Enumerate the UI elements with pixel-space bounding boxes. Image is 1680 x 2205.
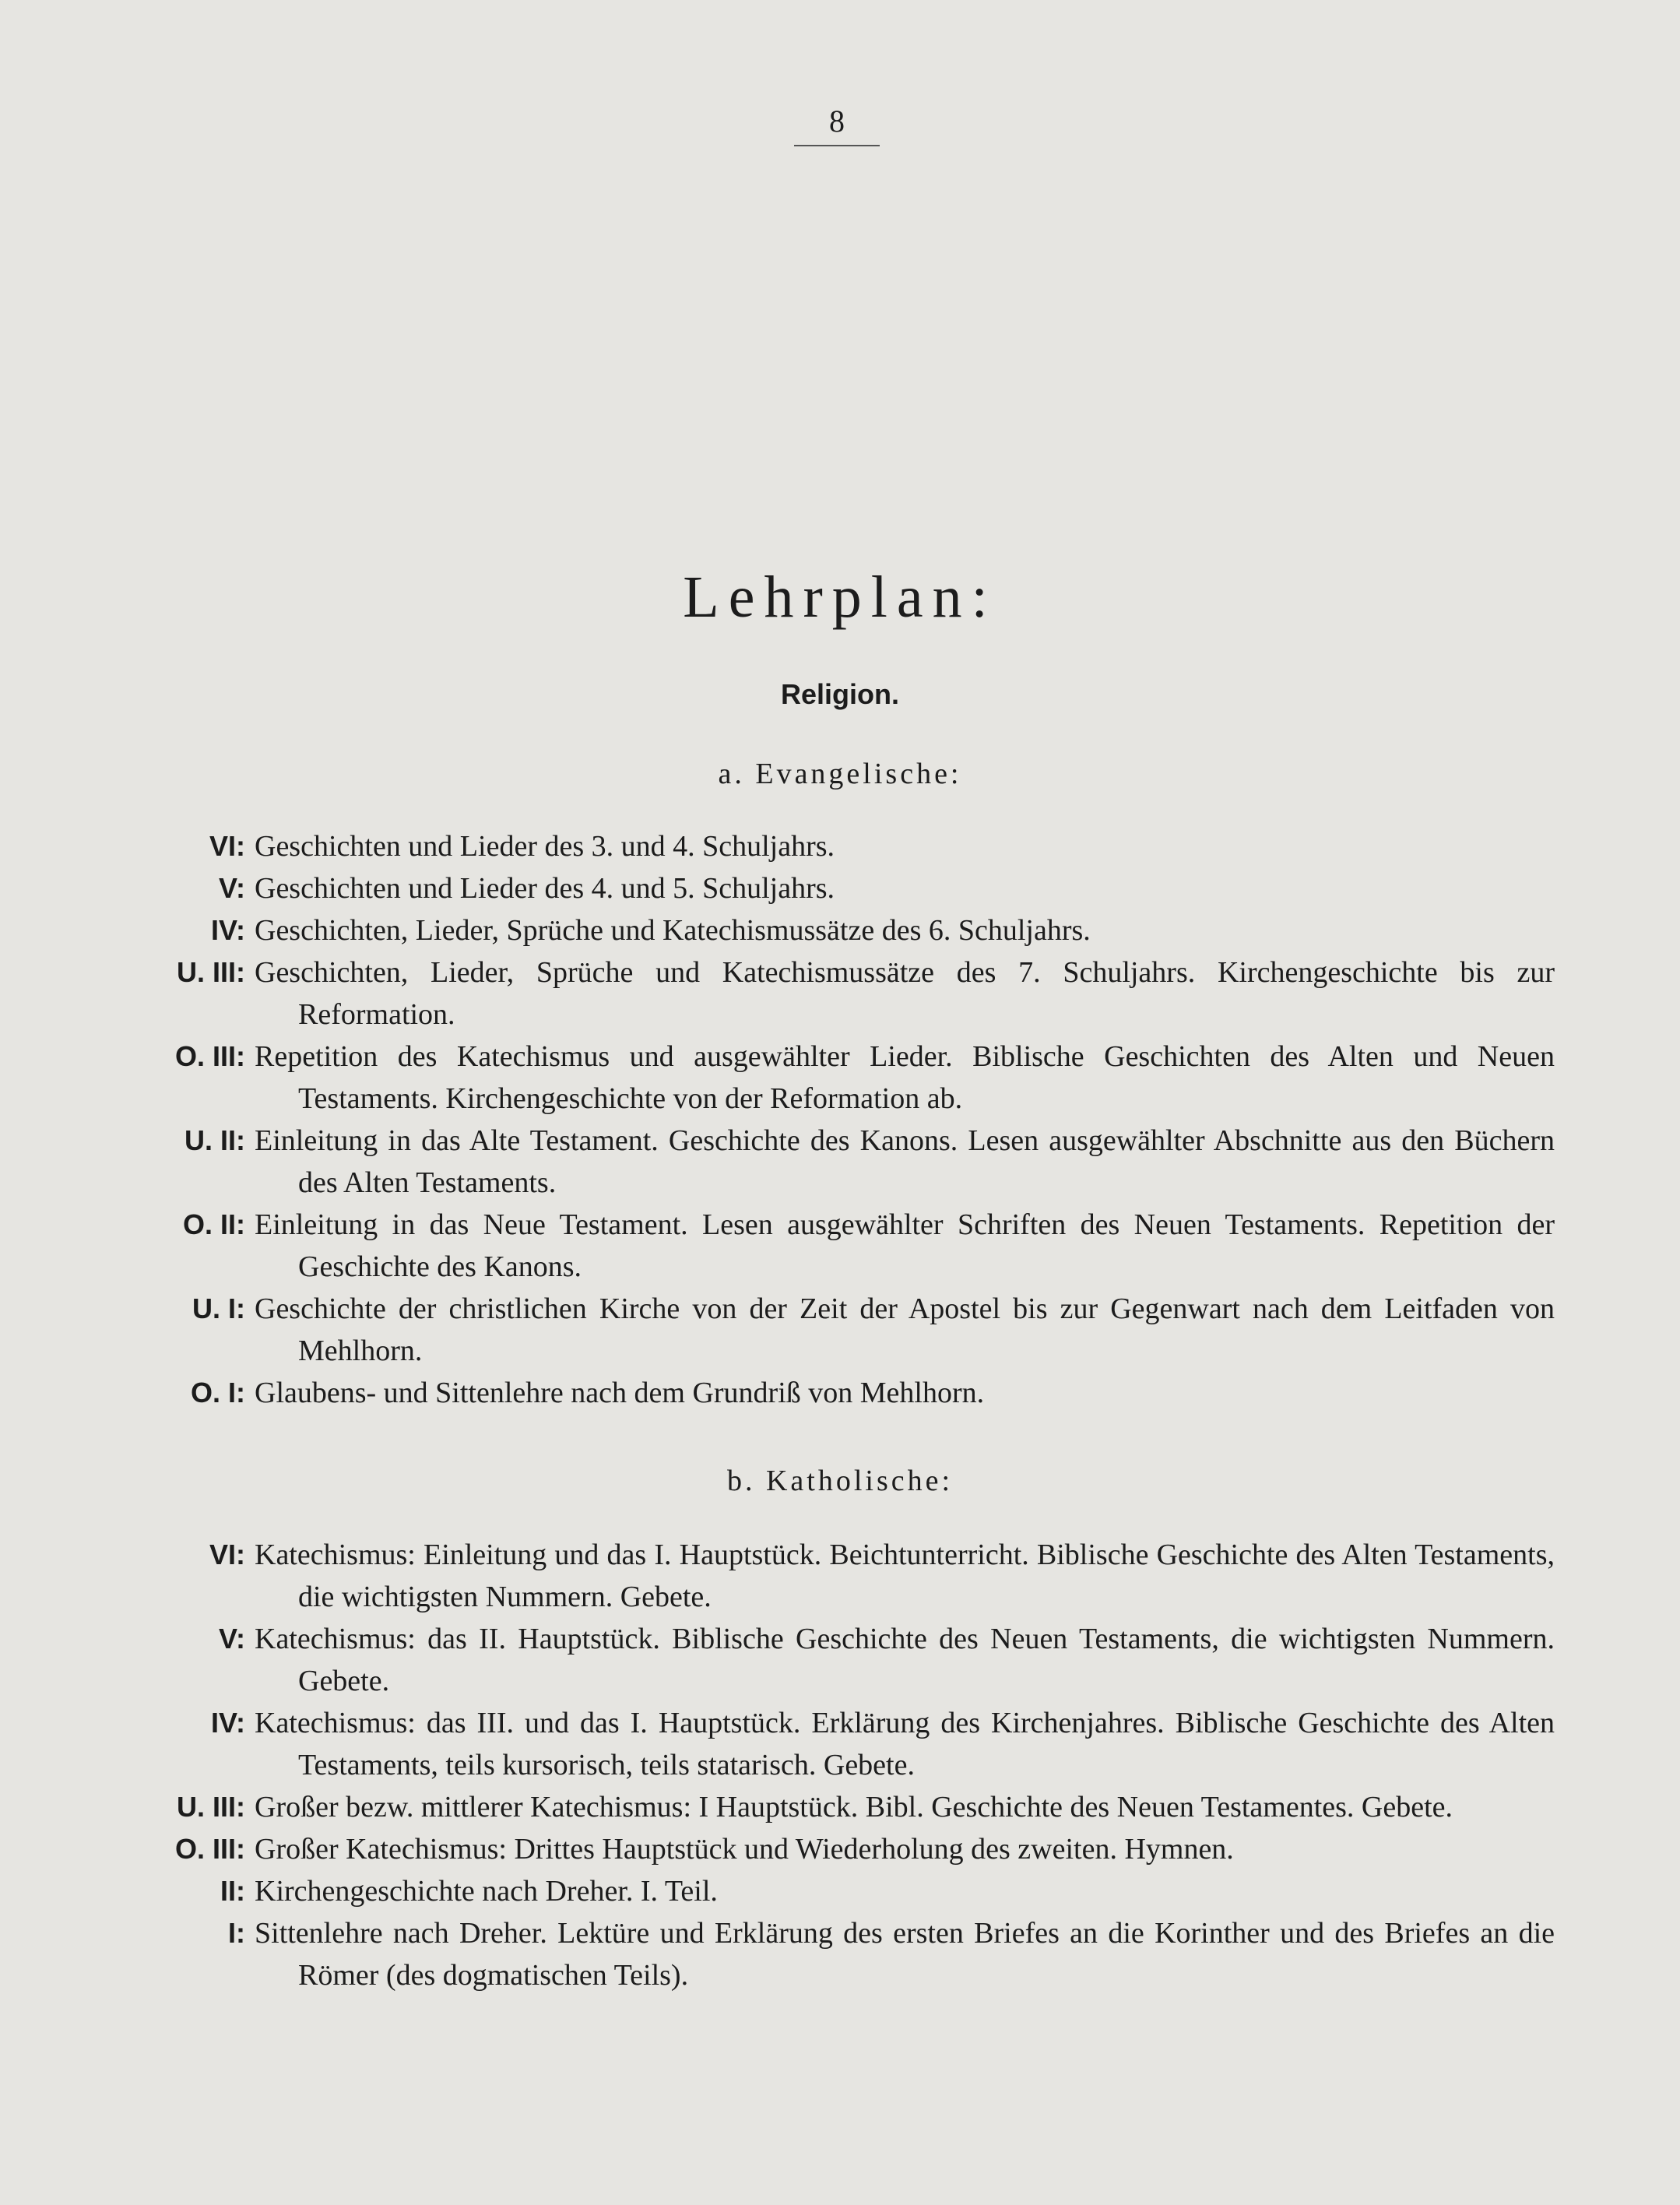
- grade-label: V:: [218, 872, 245, 904]
- grade-label: O. III:: [175, 1833, 245, 1865]
- curriculum-entry: [0, 1036, 1680, 1120]
- entry-text: Geschichten, Lieder, Sprüche und Katechismussätze des 6. Schuljahrs.: [255, 914, 1091, 947]
- grade-label: VI:: [209, 830, 245, 862]
- entry-text: Geschichten, Lieder, Sprüche und Katechismussätze des 7. Schuljahrs. Kirchengeschichte bis zur Reformation.: [255, 956, 1555, 1031]
- grade-label: VI:: [209, 1539, 245, 1570]
- entry-text: Großer Katechismus: Drittes Hauptstück und Wiederholung des zweiten. Hymnen.: [255, 1833, 1234, 1866]
- curriculum-entry: [0, 1786, 1680, 1828]
- entry-text: Geschichten und Lieder des 3. und 4. Schuljahrs.: [255, 830, 835, 863]
- curriculum-entry: [0, 867, 1680, 909]
- page-title: Lehrplan:: [683, 564, 997, 630]
- curriculum-entry: [0, 1618, 1680, 1702]
- entry-text: Geschichte der christlichen Kirche von der Zeit der Apostel bis zur Gegenwart nach dem Leitfaden von Mehlhorn.: [255, 1292, 1555, 1367]
- grade-label: I:: [228, 1917, 245, 1949]
- curriculum-entry: [0, 1204, 1680, 1288]
- page-number-rule: [794, 145, 880, 146]
- entry-text: Sittenlehre nach Dreher. Lektüre und Erklärung des ersten Briefes an die Korinther und des Briefes an die Römer (des dogmatischen Teils).: [255, 1917, 1555, 1992]
- entry-text: Glaubens- und Sittenlehre nach dem Grundriß von Mehlhorn.: [255, 1377, 985, 1409]
- grade-label: U. I:: [192, 1292, 245, 1324]
- entry-text: Einleitung in das Alte Testament. Geschichte des Kanons. Lesen ausgewählter Abschnitte aus den Büchern des Alten Testaments.: [255, 1124, 1555, 1199]
- curriculum-list-evangelische: [0, 825, 1680, 1414]
- grade-label: U. II:: [185, 1124, 245, 1156]
- entry-text: Geschichten und Lieder des 4. und 5. Schuljahrs.: [255, 872, 835, 905]
- entry-text: Großer bezw. mittlerer Katechismus: I Hauptstück. Bibl. Geschichte des Neuen Testamentes. Gebete.: [255, 1791, 1453, 1823]
- curriculum-entry: [0, 1372, 1680, 1414]
- subject-heading: Religion.: [781, 678, 899, 710]
- section-heading-katholische: b. Katholische:: [726, 1465, 954, 1497]
- entry-text: Katechismus: das III. und das I. Hauptstück. Erklärung des Kirchenjahres. Biblische Geschichte des Alten Testaments, teils kursorisch, teils statarisch. Gebete.: [255, 1707, 1555, 1781]
- entry-text: Einleitung in das Neue Testament. Lesen ausgewählter Schriften des Neuen Testaments. Repetition der Geschichte des Kanons.: [255, 1208, 1555, 1283]
- grade-label: O. III:: [175, 1040, 245, 1072]
- grade-label: O. II:: [183, 1208, 245, 1240]
- grade-label: IV:: [210, 914, 245, 946]
- entry-text: Katechismus: das II. Hauptstück. Biblische Geschichte des Neuen Testaments, die wichtigsten Nummern. Gebete.: [255, 1623, 1555, 1697]
- curriculum-entry: [0, 1870, 1680, 1912]
- grade-label: U. III:: [177, 956, 245, 988]
- curriculum-entry: [0, 1912, 1680, 1996]
- curriculum-entry: [0, 909, 1680, 951]
- page-number: 8: [829, 104, 845, 139]
- section-heading-evangelische: a. Evangelische:: [718, 758, 962, 790]
- curriculum-entry: [0, 1120, 1680, 1204]
- entry-text: Repetition des Katechismus und ausgewählter Lieder. Biblische Geschichten des Alten und Neuen Testaments. Kirchengeschichte von der Reformation ab.: [255, 1040, 1555, 1115]
- entry-text: Katechismus: Einleitung und das I. Hauptstück. Beichtunterricht. Biblische Geschichte des Alten Testaments, die wichtigsten Nummern. Gebete.: [255, 1539, 1555, 1613]
- curriculum-list-katholische: [0, 1534, 1680, 1996]
- curriculum-entry: [0, 1288, 1680, 1372]
- grade-label: U. III:: [177, 1791, 245, 1823]
- grade-label: II:: [220, 1875, 245, 1907]
- curriculum-entry: [0, 1828, 1680, 1870]
- grade-label: O. I:: [191, 1377, 245, 1408]
- entry-text: Kirchengeschichte nach Dreher. I. Teil.: [255, 1875, 718, 1908]
- grade-label: V:: [218, 1623, 245, 1655]
- curriculum-entry: [0, 1702, 1680, 1786]
- curriculum-entry: [0, 951, 1680, 1036]
- curriculum-entry: [0, 825, 1680, 867]
- curriculum-entry: [0, 1534, 1680, 1618]
- grade-label: IV:: [210, 1707, 245, 1739]
